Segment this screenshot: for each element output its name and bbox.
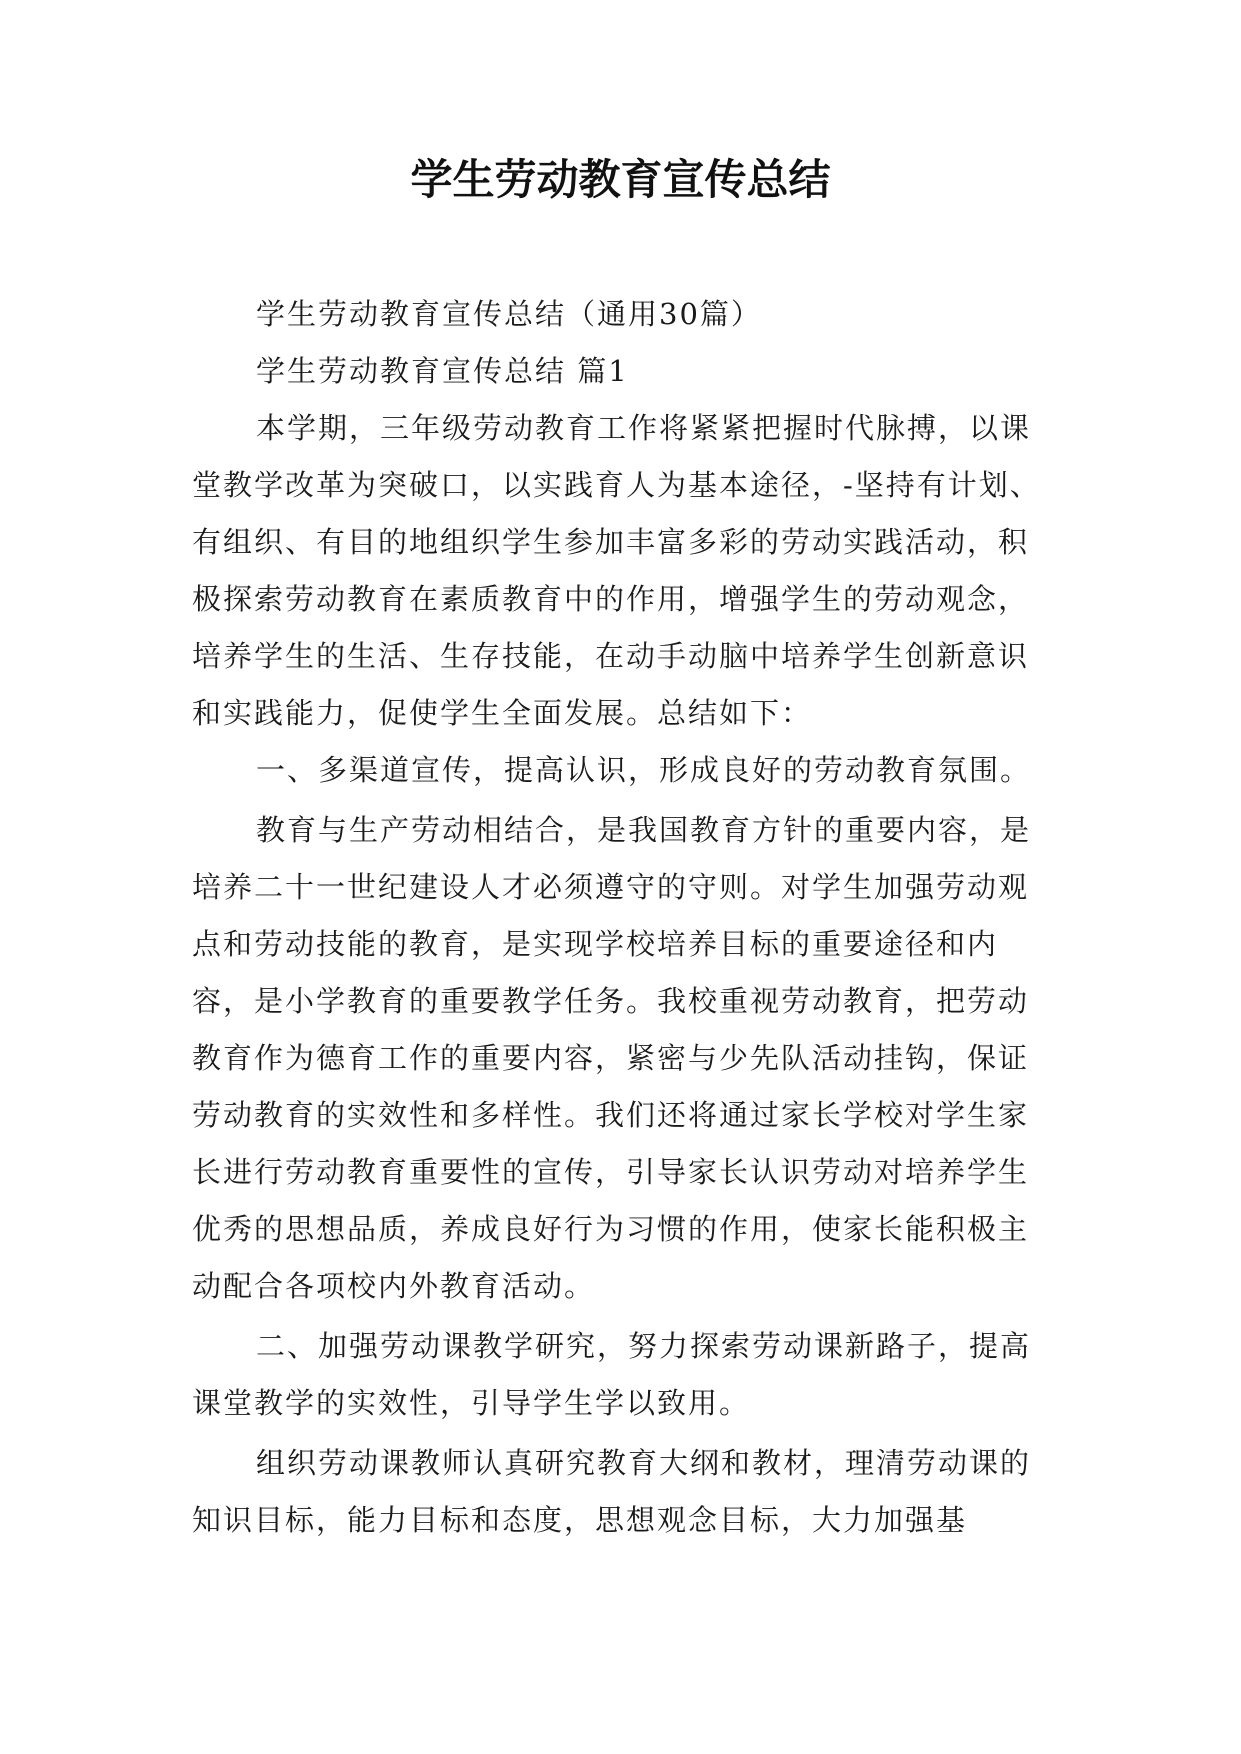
document-body [192,286,1050,1549]
point-heading-1: 一、多渠道宣传，提高认识，形成良好的劳动教育氛围。 [256,753,1032,787]
point-heading-2: 二、加强劳动课教学研究，努力探索劳动课新路子，提高课堂教学的实效性，引导学生学以致用。 [192,1329,1032,1420]
document-title: 学生劳动教育宣传总结 [410,155,831,204]
section-heading: 学生劳动教育宣传总结 篇1 [256,354,629,388]
body-paragraph-2: 组织劳动课教师认真研究教育大纲和教材，理清劳动课的知识目标，能力目标和态度，思想观念目标，大力加强基 [192,1446,1032,1537]
intro-paragraph: 本学期，三年级劳动教育工作将紧紧把握时代脉搏，以课堂教学改革为突破口，以实践育人为基本途径，-坚持有计划、有组织、有目的地组织学生参加丰富多彩的劳动实践活动，积极探索劳动教育在素质教育中的作用，增强学生的劳动观念，培养学生的生活、生存技能，在动手动脑中培养学生创新意识和实践能力，促使学生全面发展。总结如下： [192,411,1041,730]
body-paragraph-1: 教育与生产劳动相结合，是我国教育方针的重要内容，是培养二十一世纪建设人才必须遵守的守则。对学生加强劳动观点和劳动技能的教育，是实现学校培养目标的重要途径和内容，是小学教育的重要教学任务。我校重视劳动教育，把劳动教育作为德育工作的重要内容，紧密与少先队活动挂钩，保证劳动教育的实效性和多样性。我们还将通过家长学校对学生家长进行劳动教育重要性的宣传，引导家长认识劳动对培养学生优秀的思想品质，养成良好行为习惯的作用，使家长能积极主动配合各项校内外教育活动。 [192,813,1032,1303]
subtitle-paragraph: 学生劳动教育宣传总结（通用30篇） [256,297,762,331]
